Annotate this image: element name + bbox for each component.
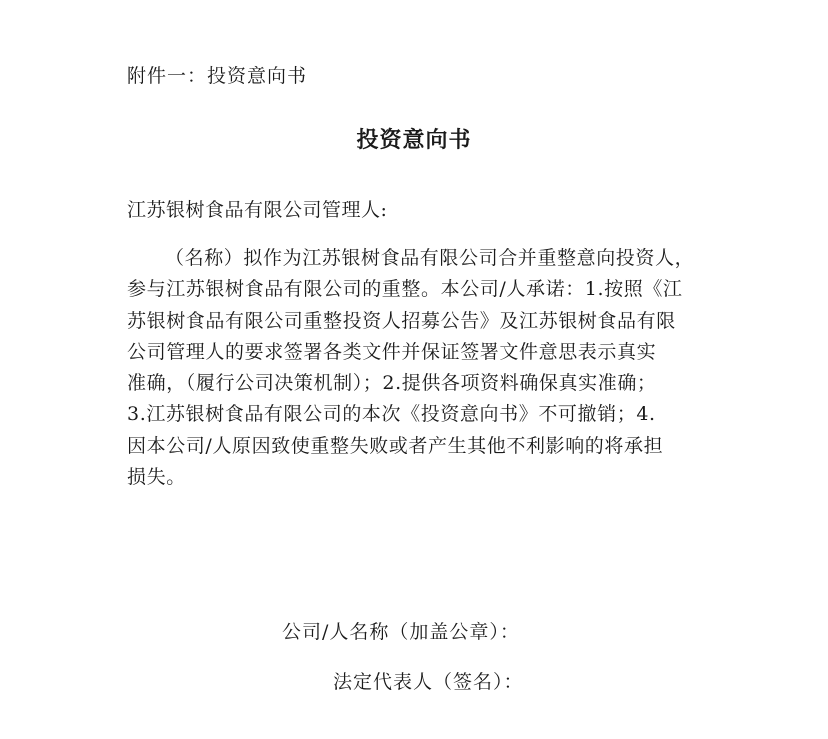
body-line: 苏银树食品有限公司重整投资人招募公告》及江苏银树食品有限 (127, 309, 676, 332)
body-line: 因本公司/人原因致使重整失败或者产生其他不利影响的将承担 (127, 434, 664, 457)
addressee: 江苏银树食品有限公司管理人: (127, 199, 388, 221)
signature-representative-label: 法定代表人（签名）： (333, 671, 524, 693)
document-title: 投资意向书 (356, 127, 472, 153)
attachment-label: 附件一：投资意向书 (127, 65, 308, 87)
body-line: 公司管理人的要求签署各类文件并保证签署文件意思表示真实 (127, 340, 657, 363)
body-paragraph (127, 243, 712, 493)
body-line: 3.江苏银树食品有限公司的本次《投资意向书》不可撤销；4. (127, 403, 656, 426)
body-line: 损失。 (127, 466, 186, 489)
body-line: 参与江苏银树食品有限公司的重整。本公司/人承诺：1.按照《江 (127, 278, 683, 301)
body-line: （名称）拟作为江苏银树食品有限公司合并重整意向投资人， (165, 247, 695, 269)
body-line: 准确，（履行公司决策机制）；2.提供各项资料确保真实准确； (127, 372, 657, 395)
signature-company-label: 公司/人名称（加盖公章）： (282, 621, 520, 643)
